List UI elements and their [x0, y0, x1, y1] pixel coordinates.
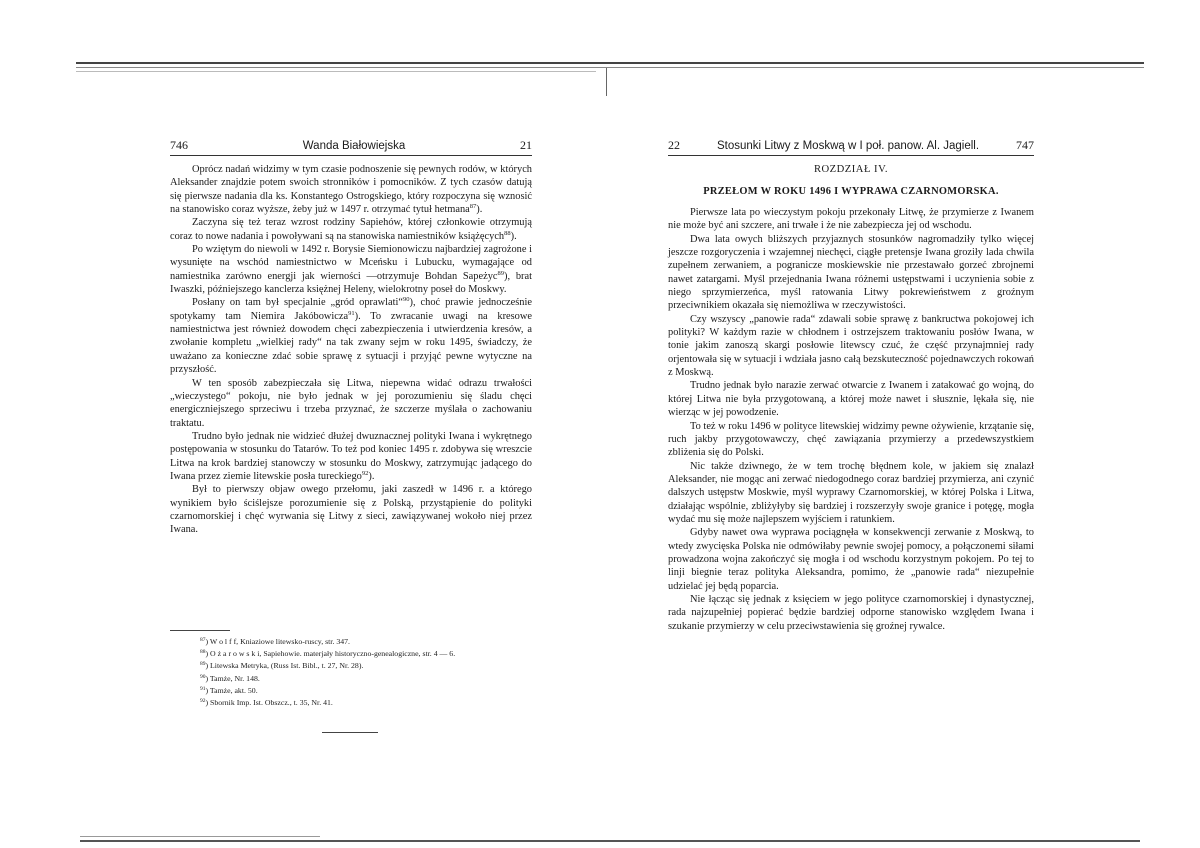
paragraph: Czy wszyscy „panowie rada“ zdawali sobie sprawę z bankructwa pokojowej ich polityki? W każdym razie w chłodnem i ostrzejszem traktowaniu posłów Iwana, w tonie jakim zanoszą skargi posłowie litewscy czuć, że część przynajmniej rady orjentowała się w sytuacji i wdziała jasno całą bezskuteczność pojednawczych rokowań z Moskwą.	[668, 313, 1034, 379]
paragraph: Nic także dziwnego, że w tem trochę błędnem kole, w jakiem się znalazł Aleksander, nie mogąc ani zerwać niedogodnego coraz bardziej przymierza, ani czynić dalszych ustępstw Moskwie, myśl wyprawy Czarnomorskiej, w której Polska i Litwa, działając wspólnie, zbliżyłyby się bardziej i rozszerzyły swoje granice i potęgę, mogła wydać mu się może najlepszem wyjściem i ratunkiem.	[668, 460, 1034, 525]
scan-top-edge-faint	[76, 71, 596, 72]
book-gutter	[606, 68, 607, 96]
scan-top-edge-shadow	[76, 67, 1144, 68]
paragraph: Oprócz nadań widzimy w tym czasie podnoszenie się pewnych rodów, w których Aleksander znajdzie potem swoich stronników i pomocników. Z tych czasów datują się pierwsze nadania dla ks. Konstantego Ostrogskiego, który rozpoczyna się wznosić na stanowisko coraz wyższe, żeby już w 1497 r. otrzymać tytuł hetmana$^{87}$).	[170, 164, 532, 216]
footnote: $^{91}$) Tamże, akt. 50.	[200, 685, 258, 695]
footnote-rule	[170, 630, 230, 631]
left-page-body	[170, 163, 532, 537]
right-page	[668, 138, 1034, 633]
scan-bottom-edge	[80, 840, 1140, 842]
paragraph: Zaczyna się też teraz wzrost rodziny Sapiehów, której członkowie otrzymują coraz to nowe nadania i powoływani są na stanowiska namiestników książęcych$^{88}$).	[170, 217, 532, 242]
page-number-outer: 746	[170, 138, 188, 152]
paragraph: Gdyby nawet owa wyprawa pociągnęła w konsekwencji zerwanie z Moskwą, to wtedy zwycięska Polska nie odmówiłaby pewnie swojej pomocy, a połączonemi siłami prowadzona wojna zakończyć się mogła i od wschodu korzystnym pokojem. Po tej to linji biegnie teraz polityka Aleksandra, pomimo, że „panowie rada“ niezupełnie udzielać jej będą poparcia.	[668, 527, 1034, 592]
right-page-body	[668, 206, 1034, 633]
paragraph: Trudno było jednak nie widzieć dłużej dwuznacznej polityki Iwana i wykrętnego postępowania w stosunku do Tatarów. To też pod koniec 1495 r. zdobywa się wreszcie Litwa na krok bardziej stanowczy w stosunku do Moskwy, zatrzymując jadącego do Iwana przez ziemie litewskie posła tureckiego$^{92}$).	[170, 430, 532, 482]
paragraph: To też w roku 1496 w polityce litewskiej widzimy pewne ożywienie, krzątanie się, ruch jakby przygotowawczy, chęć zawiązania przymierzy a przedewszystkiem zbliżenia się do Polski.	[668, 420, 1034, 459]
running-title: Wanda Białowiejska	[302, 140, 406, 152]
paragraph: Nie łącząc się jednak z księciem w jego polityce czarnomorskiej i dynastycznej, rada najzupełniej popierać będzie bardziej odporne stanowisko względem Iwana i szukanie przymierzy w celu przeciwstawienia się groźnej rywalce.	[668, 593, 1034, 632]
chapter-heading: ROZDZIAŁ IV.	[813, 164, 889, 175]
left-page-header	[170, 138, 532, 156]
footnote: $^{88}$) O ż a r o w s k i, Sapiehowie. materjały historyczno-genealogiczne, str. 4 — 6.	[200, 649, 456, 659]
paragraph: W ten sposób zabezpieczała się Litwa, niepewna widać odrazu trwałości „wieczystego“ pokoju, nie było jednak w jej porozumieniu się śladu chęci energiczniejszego sprzeciwu i trzeba przyznać, że szczerze myślała o zachowaniu traktatu.	[170, 377, 532, 429]
paragraph: Posłany on tam był specjalnie „gród oprawlati“$^{90}$), choć prawie jednocześnie spotykamy tam Niemira Jakóbowicza$^{91}$). To zwracanie uwagi na kresowe namiestnictwa jest również dowodem chęci zabezpieczenia i utwierdzenia kresów, a zwołanie kompletu „wielkiej rady“ na tak zwany sejm w roku 1495, świadczy, że uważano za konieczne zdać sobie sprawę z sytuacji i przyjąć pewne wytyczne na przyszłość.	[170, 296, 532, 376]
left-page	[170, 138, 532, 537]
paragraph: Pierwsze lata po wieczystym pokoju przekonały Litwę, że przymierze z Iwanem nie może być ani szczere, ani trwałe i że nie zabezpiecza jej od wschodu.	[668, 207, 1034, 232]
paragraph: Po wziętym do niewoli w 1492 r. Borysie Siemionowiczu najbardziej zagrożone i wysunięte na wschód namiestnictwo w Mceńsku i Lubucku, wymagające od namiestnika zarówno energji jak wierności —otrzymuje Bohdan Sapeżyc$^{89}$), brat Iwaszki, późniejszego kanclerza księżnej Heleny, wielokrotny poseł do Moskwy.	[170, 244, 533, 296]
footnotes	[200, 630, 532, 708]
footnote: $^{89}$) Litewska Metryka, (Russ Ist. Bibl., t. 27, Nr. 28).	[200, 661, 364, 671]
section-title: PRZEŁOM W ROKU 1496 I WYPRAWA CZARNOMORSKA.	[703, 186, 999, 197]
paragraph: Dwa lata owych bliższych przyjaznych stosunków nagromadziły tylko więcej jeszcze rozgoryczenia i wzajemnej niechęci, ciągłe pretensje Iwana groziły lada chwila zupełnem zerwaniem, a pogranicze moskiewskie nie przestawało gorzeć zbrojnemi nawet zatargami. Myśl przejednania Iwana różnemi ustępstwami i uczynienia sobie z niego sprzymierzeńca, myśl ratowania Litwy pokrewieństwem z groźnym przeciwnikiem okazała się niemożliwa w rzeczywistości.	[668, 233, 1034, 312]
paragraph: Trudno jednak było narazie zerwać otwarcie z Iwanem i zatakować go wojną, do której Litwa nie była przygotowaną, a której może nawet i słusznie, lękała się, nie wierząc w jej powodzenie.	[668, 380, 1034, 419]
footnote: $^{90}$) Tamże, Nr. 148.	[200, 673, 260, 683]
right-page-header	[668, 138, 1034, 156]
paragraph: Był to pierwszy objaw owego przełomu, jaki zaszedł w 1496 r. a którego wynikiem było ściślejsze porozumienie się z Polską, przystąpienie do polityki czarnomorskiej i chęć wyrwania się Litwy z sieci, zawiązywanej wokoło niej przez Iwana.	[170, 484, 532, 536]
page-number-outer: 747	[1015, 138, 1034, 152]
page-number-inner: 21	[519, 138, 532, 152]
footnote: $^{87}$) W o l f f, Kniaziowe litewsko-ruscy, str. 347.	[200, 637, 351, 646]
running-title: Stosunki Litwy z Moskwą w I poł. panow. Al. Jagiell.	[716, 140, 980, 152]
end-rule	[322, 732, 378, 733]
footnote: $^{92}$) Sbornik Imp. Ist. Obszcz., t. 35, Nr. 41.	[200, 698, 333, 708]
page-number-inner: 22	[668, 138, 680, 152]
scan-top-edge	[76, 62, 1144, 64]
scan-bottom-edge-faint	[80, 836, 320, 837]
